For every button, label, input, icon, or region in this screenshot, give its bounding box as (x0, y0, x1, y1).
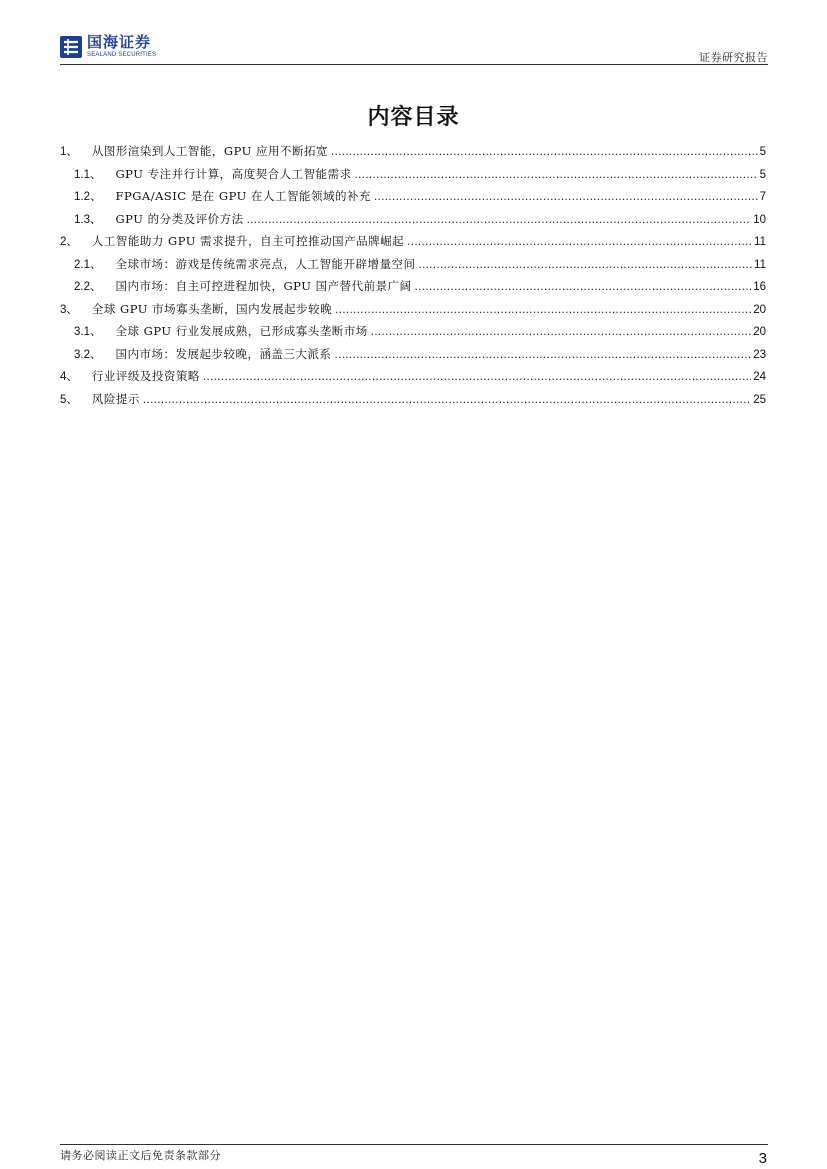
toc-entry-number: 3.2、 (74, 348, 102, 361)
toc-leader-dots (331, 141, 758, 164)
toc-entry-title: 从图形渲染到人工智能，GPU 应用不断拓宽 (91, 144, 328, 158)
toc-entry-title: 全球 GPU 行业发展成熟，已形成寡头垄断市场 (115, 324, 368, 338)
header-divider (60, 64, 768, 65)
toc-entry-page: 10 (753, 213, 766, 226)
toc-leader-dots (247, 209, 752, 232)
company-name-cn: 国海证券 (87, 33, 152, 51)
toc-entry-number: 4、 (60, 371, 78, 383)
toc-entry[interactable] (60, 140, 766, 163)
toc-entry-number: 1.2、 (74, 191, 102, 203)
toc-entry[interactable] (60, 388, 766, 411)
toc-entry[interactable] (60, 275, 766, 298)
toc-entry-page: 25 (753, 393, 766, 406)
disclaimer: 请务必阅读正文后免责条款部分 (60, 1149, 221, 1162)
toc-entry-number: 1.3、 (74, 213, 102, 226)
toc-entry-title: 人工智能助力 GPU 需求提升，自主可控推动国产品牌崛起 (91, 234, 405, 248)
toc-entry-title: 风险提示 (91, 391, 140, 406)
toc-entry-number: 2.1、 (74, 258, 102, 271)
toc-leader-dots (407, 231, 752, 254)
toc-leader-dots (371, 321, 751, 344)
toc-entry-page: 5 (759, 146, 766, 158)
toc-entry-page: 20 (753, 326, 766, 338)
toc-entry-number: 2、 (60, 236, 78, 248)
toc-entry[interactable] (60, 343, 766, 366)
footer-divider (60, 1144, 768, 1145)
company-name-en: SEALAND SECURITIES (87, 52, 157, 58)
toc-entry[interactable] (60, 253, 766, 276)
page-number: 3 (758, 1150, 767, 1167)
toc-entry-page: 23 (753, 348, 766, 361)
page-header (60, 34, 768, 64)
toc-entry-title: 国内市场：自主可控进程加快，GPU 国产替代前景广阔 (115, 279, 412, 293)
toc-entry-title: 国内市场：发展起步较晚，涵盖三大派系 (115, 346, 332, 361)
company-logo (60, 34, 156, 62)
toc-entry-page: 24 (753, 371, 766, 383)
table-of-contents (60, 140, 766, 410)
toc-entry-number: 1.1、 (74, 168, 102, 181)
toc-leader-dots (355, 164, 758, 187)
toc-leader-dots (419, 254, 753, 277)
toc-entry[interactable] (60, 208, 766, 231)
toc-entry[interactable] (60, 185, 766, 208)
toc-entry[interactable] (60, 230, 766, 253)
toc-entry-number: 2.2、 (74, 281, 102, 293)
toc-leader-dots (374, 186, 758, 209)
toc-leader-dots (335, 344, 752, 367)
toc-title: 内容目录 (367, 105, 460, 130)
sealand-logo-icon (60, 36, 82, 58)
toc-entry-page: 16 (753, 281, 766, 293)
toc-entry[interactable] (60, 163, 766, 186)
toc-entry-title: GPU 的分类及评价方法 (115, 211, 244, 226)
toc-entry[interactable] (60, 320, 766, 343)
toc-entry-page: 11 (754, 258, 766, 271)
toc-entry-title: GPU 专注并行计算，高度契合人工智能需求 (115, 166, 352, 181)
toc-leader-dots (415, 276, 752, 299)
toc-entry[interactable] (60, 298, 766, 321)
toc-entry-number: 5、 (60, 393, 78, 406)
toc-leader-dots (143, 389, 751, 412)
toc-entry-page: 20 (753, 303, 766, 316)
toc-entry-page: 11 (754, 236, 766, 248)
toc-entry-number: 1、 (60, 146, 78, 158)
toc-entry-page: 7 (759, 191, 766, 203)
toc-entry-page: 5 (759, 168, 766, 181)
report-type: 证券研究报告 (699, 51, 768, 64)
toc-entry[interactable] (60, 365, 766, 388)
toc-leader-dots (203, 366, 751, 389)
toc-entry-title: 全球 GPU 市场寡头垄断，国内发展起步较晚 (91, 301, 333, 316)
toc-entry-number: 3.1、 (74, 326, 102, 338)
toc-leader-dots (335, 299, 751, 322)
toc-entry-title: FPGA/ASIC 是在 GPU 在人工智能领域的补充 (115, 189, 371, 203)
toc-entry-number: 3、 (60, 303, 78, 316)
toc-entry-title: 全球市场：游戏是传统需求亮点，人工智能开辟增量空间 (115, 256, 416, 271)
toc-entry-title: 行业评级及投资策略 (91, 369, 200, 383)
